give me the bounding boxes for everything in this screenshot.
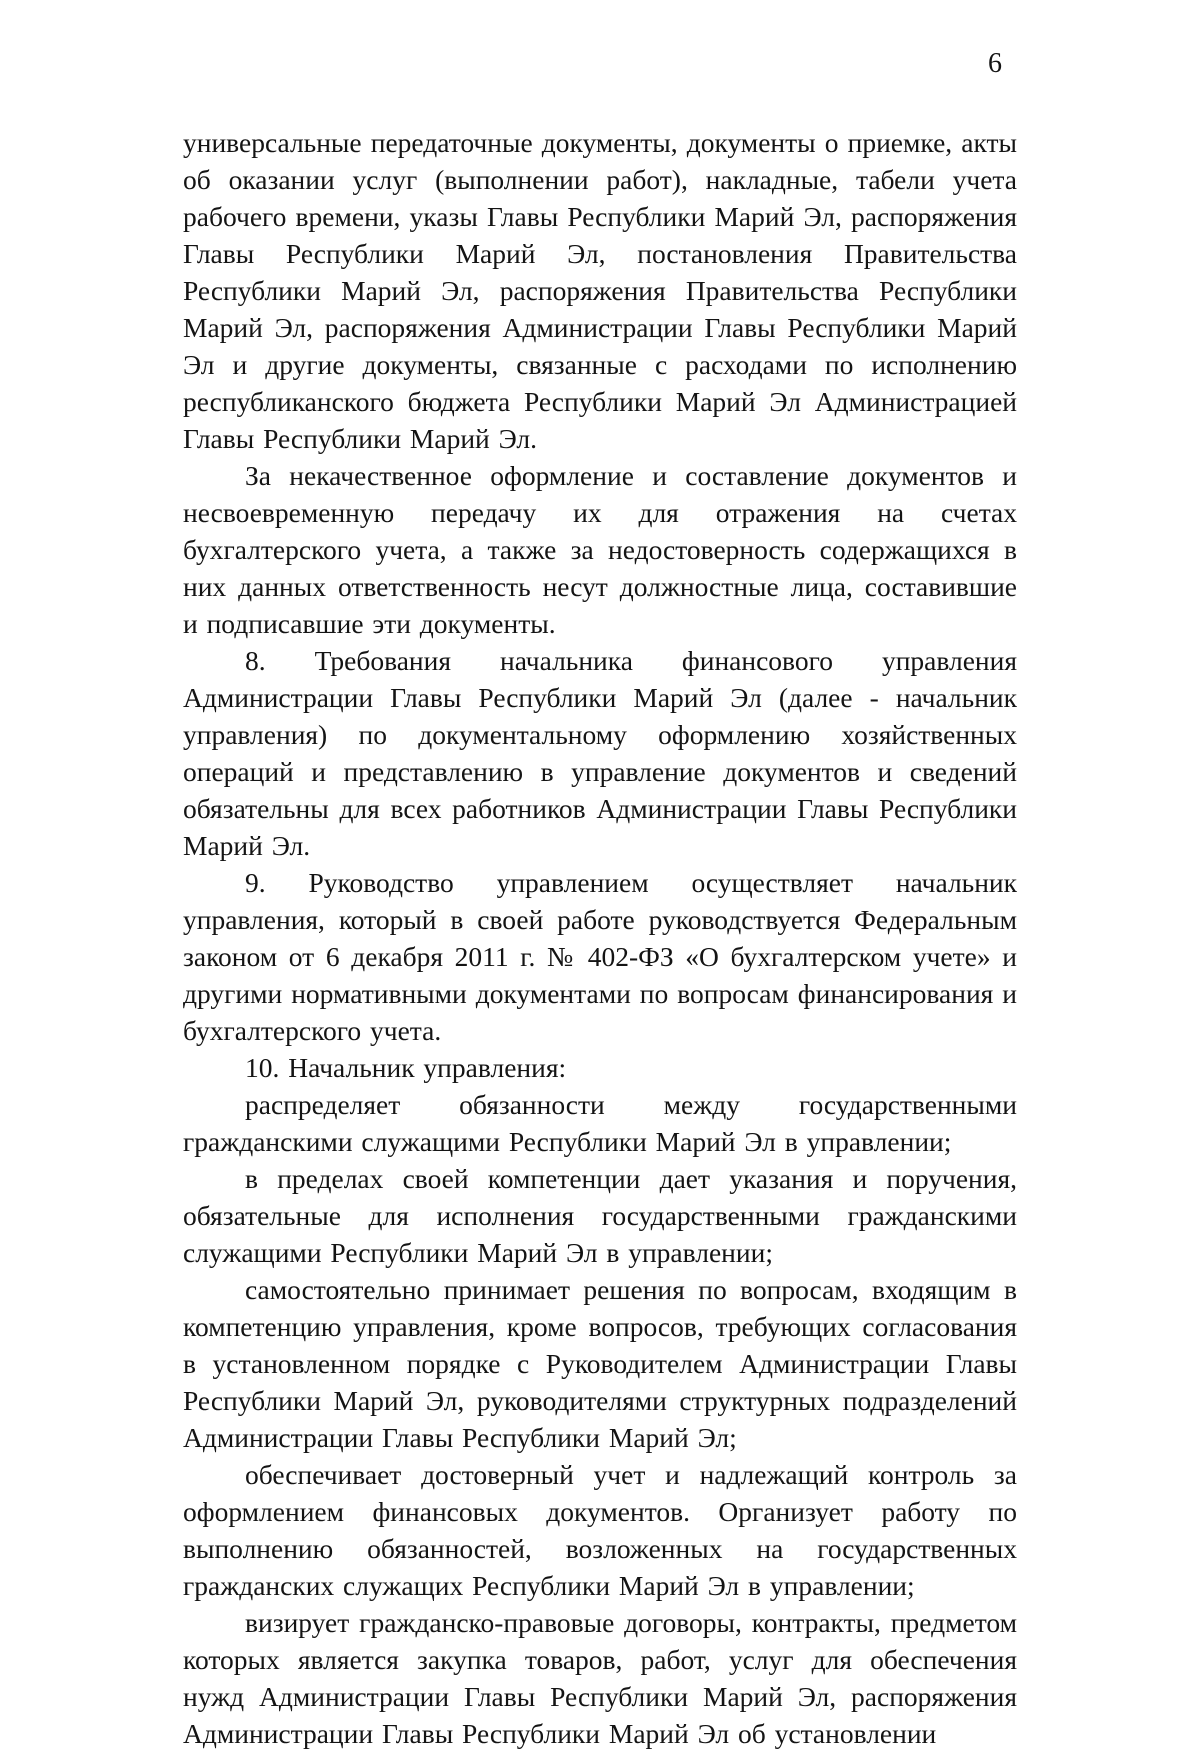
paragraph-item-10: 10. Начальник управления: [245,1052,567,1083]
paragraph-duty-decisions: самостоятельно принимает решения по вопросам, входящим в компетенцию управления, кроме вопросов, требующих согласования в установленном порядке с Руководителем Администрации Главы Республики Марий Эл, руководителями структурных подразделений Администрации Главы Республики Марий Эл; [183,1274,1017,1453]
paragraph-continuation: универсальные передаточные документы, документы о приемке, акты об оказании услуг (выполнении работ), накладные, табели учета рабочего времени, указы Главы Республики Марий Эл, распоряжения Главы Республики Марий Эл, постановления Правительства Республики Марий Эл, распоряжения Правительства Республики Марий Эл, распоряжения Администрации Главы Республики Марий Эл и другие документы, связанные с расходами по исполнению республиканского бюджета Республики Марий Эл Администрацией Главы Республики Марий Эл. [183,127,1017,454]
paragraph-duty-control: обеспечивает достоверный учет и надлежащий контроль за оформлением финансовых документов. Организует работу по выполнению обязанностей, возложенных на государственных гражданских служащих Республики Марий Эл в управлении; [183,1459,1017,1601]
paragraph-duty-contracts: визирует гражданско-правовые договоры, контракты, предметом которых является закупка товаров, работ, услуг для обеспечения нужд Администрации Главы Республики Марий Эл, распоряжения Администрации Главы Республики Марий Эл об установлении [183,1607,1017,1749]
page-number: 6 [988,48,1002,79]
paragraph-duty-instructions: в пределах своей компетенции дает указания и поручения, обязательные для исполнения государственными гражданскими служащими Республики Марий Эл в управлении; [183,1163,1017,1268]
paragraph-duty-distribute: распределяет обязанности между государственными гражданскими служащими Республики Марий Эл в управлении; [183,1089,1017,1157]
paragraph-item-8: 8. Требования начальника финансового управления Администрации Главы Республики Марий Эл (далее - начальник управления) по документальному оформлению хозяйственных операций и представлению в управление документов и сведений обязательны для всех работников Администрации Главы Республики Марий Эл. [183,645,1017,861]
paragraph-liability: За некачественное оформление и составление документов и несвоевременную передачу их для отражения на счетах бухгалтерского учета, а также за недостоверность содержащихся в них данных ответственность несут должностные лица, составившие и подписавшие эти документы. [183,460,1017,639]
document-body [183,124,1017,1752]
paragraph-item-9: 9. Руководство управлением осуществляет начальник управления, который в своей работе руководствуется Федеральным законом от 6 декабря 2011 г. № 402-ФЗ «О бухгалтерском учете» и другими нормативными документами по вопросам финансирования и бухгалтерского учета. [183,867,1017,1046]
